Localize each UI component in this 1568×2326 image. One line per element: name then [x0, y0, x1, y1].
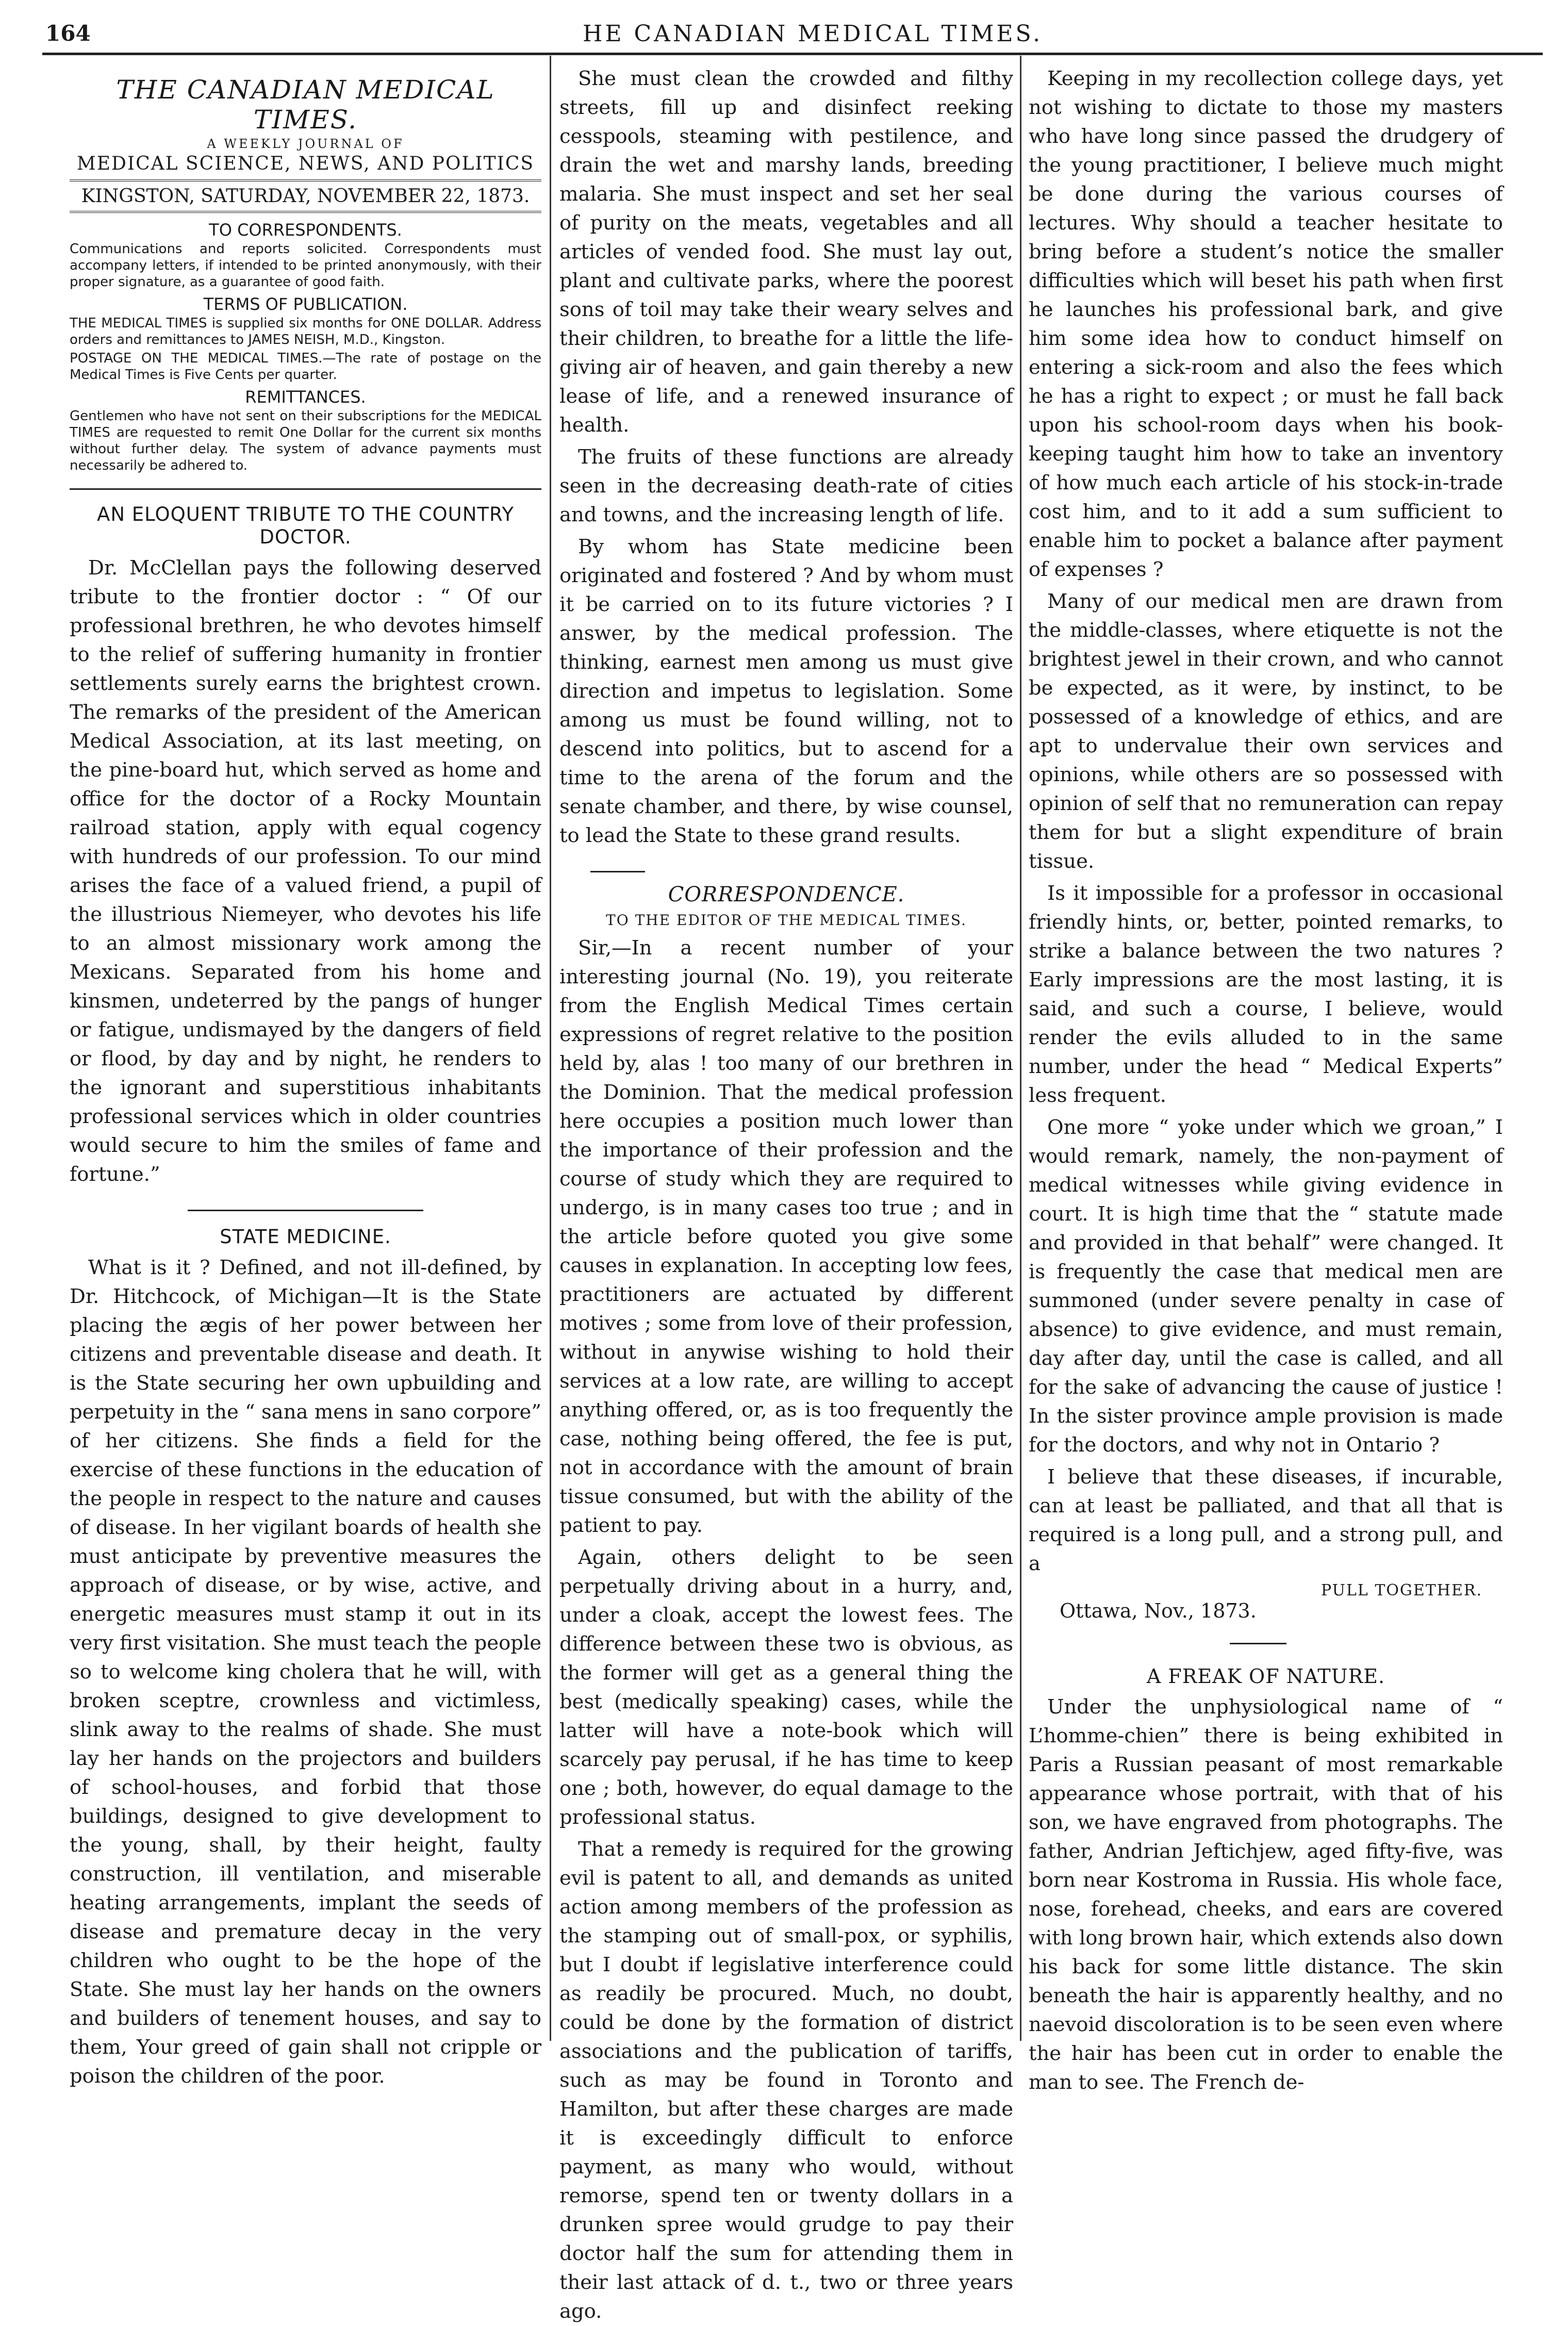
column-divider-1	[550, 56, 551, 2041]
masthead-title: THE CANADIAN MEDICAL TIMES.	[116, 75, 495, 135]
state-medicine-paragraph-3: The fruits of these functions are already seen in the decreasing death-rate of cities and towns, and the increasing length of life.	[559, 446, 1013, 526]
place-date: Ottawa, Nov., 1873.	[1060, 1599, 1257, 1622]
page-number: 164	[45, 21, 91, 46]
section-rule	[1230, 1643, 1286, 1644]
remittances-heading: REMITTANCES.	[245, 387, 366, 407]
masthead-subtitle-small: A WEEKLY JOURNAL OF	[207, 137, 404, 151]
freak-paragraph: Under the unphysiological name of “ L’homme-chien” there is being exhibited in Paris a Russian peasant of most remarkable appearance whose portrait, with that of his son, we have engraved from photographs. The father, Andrian Jeftichjew, aged fifty-five, was born near Kostroma in Russia. His whole face, nose, forehead, cheeks, and ears are covered with long brown hair, which extends also down his back for some little distance. The skin beneath the hair is apparently healthy, and no naevoid discoloration is to be seen even where the hair has been cut in order to enable the man to see. The French de-	[1029, 1695, 1503, 2094]
correspondence-paragraph-1: Sir,—In a recent number of your interesting journal (No. 19), you reiterate from the English Medical Times certain expressions of regret relative to the position held by, alas ! too many of our brethren in the Dominion. That the medical profession here occupies a position much lower than the importance of their profession and the course of study which they are required to undergo, is in many cases too true ; and in the article before quoted you give some causes in explanation. In accepting low fees, practitioners are actuated by different motives ; some from love of their profession, without in anywise wishing to hold their services at a low rate, are willing to accept anything offered, or, as is too frequently the case, nothing being offered, the fee is put, not in accordance with the amount of brain tissue consumed, but with the ability of the patient to pay.	[559, 936, 1013, 1537]
section-rule	[188, 1210, 424, 1211]
tribute-heading: AN ELOQUENT TRIBUTE TO THE COUNTRY DOCTOR.	[97, 503, 514, 548]
correspondence-paragraph-3: That a remedy is required for the growing evil is patent to all, and demands as united action among members of the profession as the stamping out of small-pox, or syphilis, but I doubt if legislative interference could as readily be procured. Much, no doubt, could be done by the formation of district associations and the publication of tariffs, such as may be found in Toronto and Hamilton, but after these charges are made it is exceedingly difficult to enforce payment, as many who would, without remorse, spend ten or twenty dollars in a drunken spree would grudge to pay their doctor half the sum for attending them in their last attack of d. t., two or three years ago.	[559, 1838, 1013, 2323]
correspondence-paragraph-7: One more “ yoke under which we groan,” I would remark, namely, the non-payment of medical witnesses while giving evidence in court. It is high time that the “ statute made and provided in that behalf” were changed. It is frequently the case that medical men are summoned (under severe penalty in case of absence) to give evidence, and must remain, day after day, until the case is called, and all for the sake of advancing the cause of justice ! In the sister province ample provision is made for the doctors, and why not in Ontario ?	[1029, 1116, 1503, 1457]
correspondence-paragraph-8: I believe that these diseases, if incurable, can at least be palliated, and that all that is required is a long pull, and a strong pull, and a	[1029, 1465, 1503, 1575]
freak-heading: A FREAK OF NATURE.	[1146, 1665, 1385, 1688]
correspondence-paragraph-2: Again, others delight to be seen perpetually driving about in a hurry, and, under a cloak, accept the lowest fees. The difference between these two is obvious, as the former will get as a general thing the best (medically speaking) cases, while the latter will have a note-book which will scarcely pay perusal, if he has time to keep one ; both, however, do equal damage to the professional status.	[559, 1546, 1013, 1829]
masthead-subtitle: MEDICAL SCIENCE, NEWS, AND POLITICS	[76, 153, 535, 174]
dateline: KINGSTON, SATURDAY, NOVEMBER 22, 1873.	[70, 179, 541, 213]
header-rule	[42, 53, 1543, 55]
tribute-paragraph: Dr. McClellan pays the following deserved tribute to the frontier doctor : “ Of our professional brethren, he who devotes himself to the relief of suffering humanity in frontier settlements surely earns the brightest crown. The remarks of the president of the American Medical Association, at its last meeting, on the pine-board hut, which served as home and office for the doctor of a Rocky Mountain railroad station, apply with equal cogency with hundreds of our profession. To our mind arises the face of a valued friend, a pupil of the illustrious Niemeyer, who devotes his life to an almost missionary work among the Mexicans. Separated from his home and kinsmen, undeterred by the pangs of hunger or fatigue, undismayed by the dangers of field or flood, by day and by night, he renders to the ignorant and superstitious inhabitants professional services which in older countries would secure to him the smiles of fame and fortune.”	[70, 556, 541, 1186]
correspondence-paragraph-4: Keeping in my recollection college days, yet not wishing to dictate to those my masters who have long since passed the drudgery of the young practitioner, I believe much might be done during the various courses of lectures. Why should a teacher hesitate to bring before a student’s notice the smaller difficulties which will beset his path when first he launches his professional bark, and give him some idea how to conduct himself on entering a sick-room and also the fees which he has a right to expect ; or must he fall back upon his school-room days when his book-keeping taught him how to take an inventory of how much each article of his stock-in-trade cost him, and to it add a sum sufficient to enable him to pocket a balance after payment of expenses ?	[1029, 67, 1503, 581]
correspondents-text: Communications and reports solicited. Correspondents must accompany letters, if intended to be printed anonymously, with their proper signature, as a guarantee of good faith.	[70, 241, 541, 290]
correspondence-heading: CORRESPONDENCE.	[668, 883, 905, 906]
remittances-text: Gentlemen who have not sent on their subscriptions for the MEDICAL TIMES are requested to remit One Dollar for the current six months without further delay. The system of advance payments must necessarily be adhered to.	[70, 408, 541, 473]
correspondents-heading: TO CORRESPONDENTS.	[209, 220, 402, 240]
running-title: HE CANADIAN MEDICAL TIMES.	[583, 21, 1043, 47]
state-medicine-paragraph-2: She must clean the crowded and filthy streets, fill up and disinfect reeking cesspools, steaming with pestilence, and drain the wet and marshy lands, breeding malaria. She must inspect and set her seal of purity on the meats, vegetables and all articles of vended food. She must lay out, plant and cultivate parks, where the poorest sons of toil may take their weary selves and their children, to breathe for a little the life-giving air of heaven, and gain thereby a new lease of life, and a renewed insurance of health.	[559, 67, 1013, 437]
column-1	[70, 64, 541, 2088]
state-medicine-heading: STATE MEDICINE.	[220, 1226, 391, 1248]
section-rule	[590, 871, 645, 872]
column-3	[1029, 64, 1503, 2094]
signature: PULL TOGETHER.	[1321, 1581, 1482, 1599]
correspondence-paragraph-5: Many of our medical men are drawn from the middle-classes, where etiquette is not the brightest jewel in their crown, and who cannot be expected, as it were, by instinct, to be possessed of a knowledge of ethics, and are apt to undervalue their own services and opinions, while others are so possessed with opinion of self that no remuneration can repay them for but a slight expenditure of brain tissue.	[1029, 590, 1503, 873]
column-divider-2	[1020, 56, 1021, 2041]
column-2	[559, 64, 1013, 2323]
section-rule	[70, 488, 541, 490]
state-medicine-paragraph-4: By whom has State medicine been originated and fostered ? And by whom must it be carried on to its future victories ? I answer, by the medical profession. The thinking, earnest men among us must give direction and impetus to legislation. Some among us must be found willing, not to descend into politics, but to ascend for a time to the arena of the forum and the senate chamber, and there, by wise counsel, to lead the State to these grand results.	[559, 535, 1013, 847]
correspondence-paragraph-6: Is it impossible for a professor in occasional friendly hints, or, better, pointed remarks, to strike a balance between the two natures ? Early impressions are the most lasting, it is said, and such a course, I believe, would render the evils alluded to in the same number, under the head “ Medical Experts” less frequent.	[1029, 882, 1503, 1107]
to-the-editor: TO THE EDITOR OF THE MEDICAL TIMES.	[606, 912, 967, 929]
running-header	[0, 0, 1568, 57]
postage-text: POSTAGE ON THE MEDICAL TIMES.—The rate of postage on the Medical Times is Five Cents per quarter.	[70, 351, 541, 383]
state-medicine-paragraph-1: What is it ? Defined, and not ill-defined, by Dr. Hitchcock, of Michigan—It is the State placing the ægis of her power between her citizens and preventable disease and death. It is the State securing her own upbuilding and perpetuity in the “ sana mens in sano corpore” of her citizens. She finds a field for the exercise of these functions in the education of the people in respect to the nature and causes of disease. In her vigilant boards of health she must anticipate by preventive measures the approach of disease, or by wise, active, and energetic measures must stamp it out in its very first visitation. She must teach the people so to welcome king cholera that he will, with broken sceptre, crownless and victimless, slink away to the realms of shade. She must lay her hands on the projectors and builders of school-houses, and forbid that those buildings, designed to give development to the young, shall, by their height, faulty construction, ill ventilation, and miserable heating arrangements, implant the seeds of disease and premature decay in the very children who ought to be the hope of the State. She must lay her hands on the owners and builders of tenement houses, and say to them, Your greed of gain shall not cripple or poison the children of the poor.	[70, 1256, 541, 2088]
terms-heading: TERMS OF PUBLICATION.	[203, 294, 408, 314]
terms-text: THE MEDICAL TIMES is supplied six months for ONE DOLLAR. Address orders and remittances to JAMES NEISH, M.D., Kingston.	[70, 316, 541, 348]
